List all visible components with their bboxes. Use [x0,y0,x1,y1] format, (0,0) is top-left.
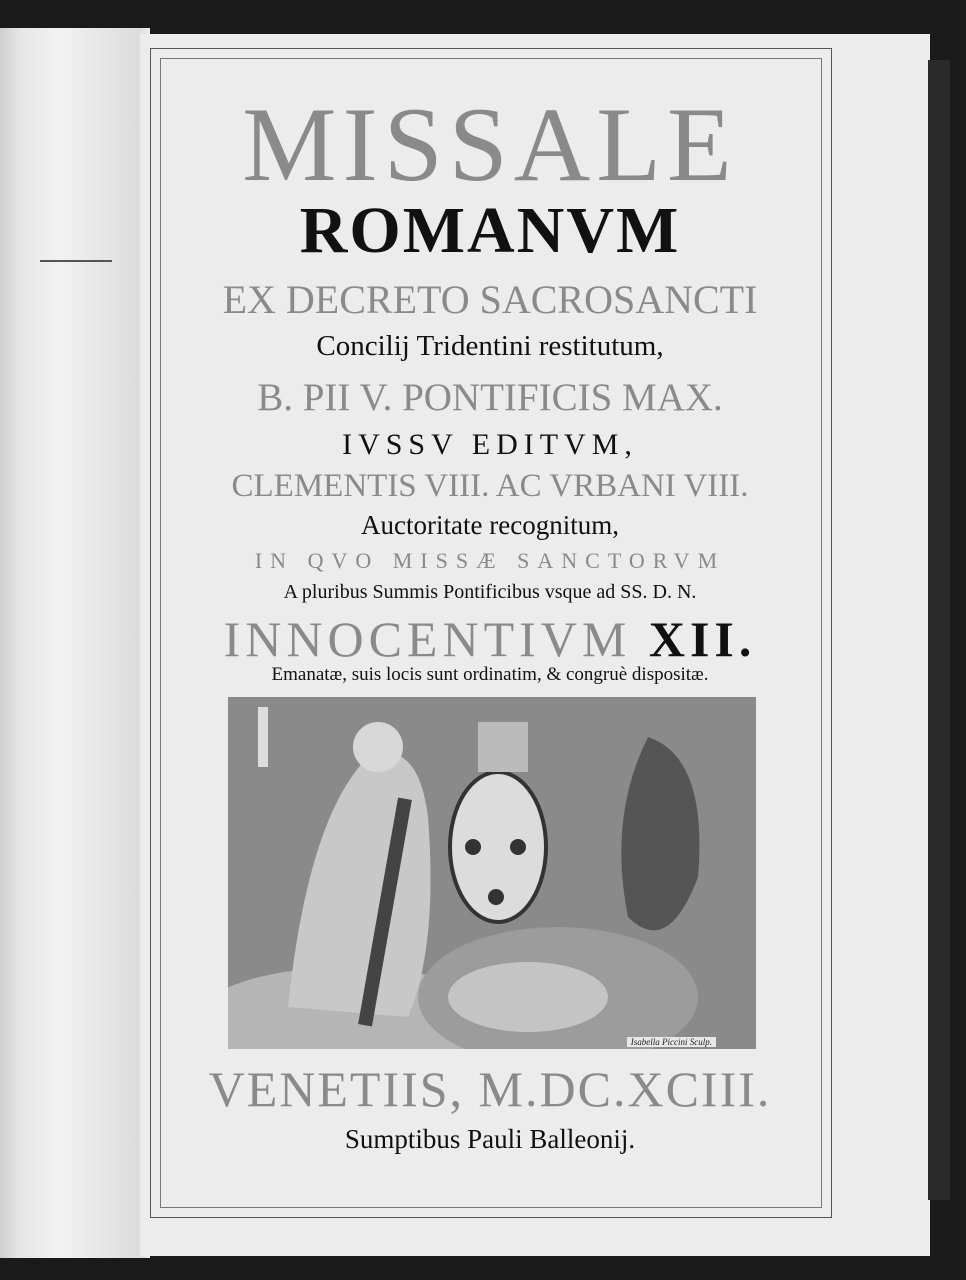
subtitle-concilij: Concilij Tridentini restitutum, [316,330,664,362]
engraver-signature: Isabella Piccini Sculp. [627,1037,716,1047]
imprint-place-date: VENETIIS, M.DC.XCIII. [208,1061,772,1117]
innocentium-numeral: XII. [648,611,757,667]
title-missale: MISSALE [242,86,738,203]
title-romanum: ROMANVM [299,194,681,267]
subtitle-ex-decreto: EX DECRETO SACROSANCTI [222,277,758,322]
innocentium-word: INNOCENTIVM [223,611,632,667]
subtitle-clementis: CLEMENTIS VIII. AC VRBANI VIII. [231,468,749,504]
subtitle-emanatae: Emanatæ, suis locis sunt ordinatim, & congruè dispositæ. [271,664,709,685]
engraving-illustration [228,697,756,1049]
imprint-publisher: Sumptibus Pauli Balleonij. [344,1124,636,1154]
subtitle-innocentium [150,611,830,667]
subtitle-in-quo: IN QVO MISSÆ SANCTORVM [254,548,726,573]
subtitle-auctoritate: Auctoritate recognitum, [361,510,619,540]
book-spine [0,28,150,1258]
subtitle-a-pluribus: A pluribus Summis Pontificibus vsque ad SS. D. N. [283,581,697,603]
subtitle-pii-v: B. PII V. PONTIFICIS MAX. [257,376,723,419]
engraving-artwork [228,697,756,1049]
spine-mark [40,260,112,262]
subtitle-iussu: IVSSV EDITVM, [342,428,638,461]
page-edge [928,60,950,1200]
